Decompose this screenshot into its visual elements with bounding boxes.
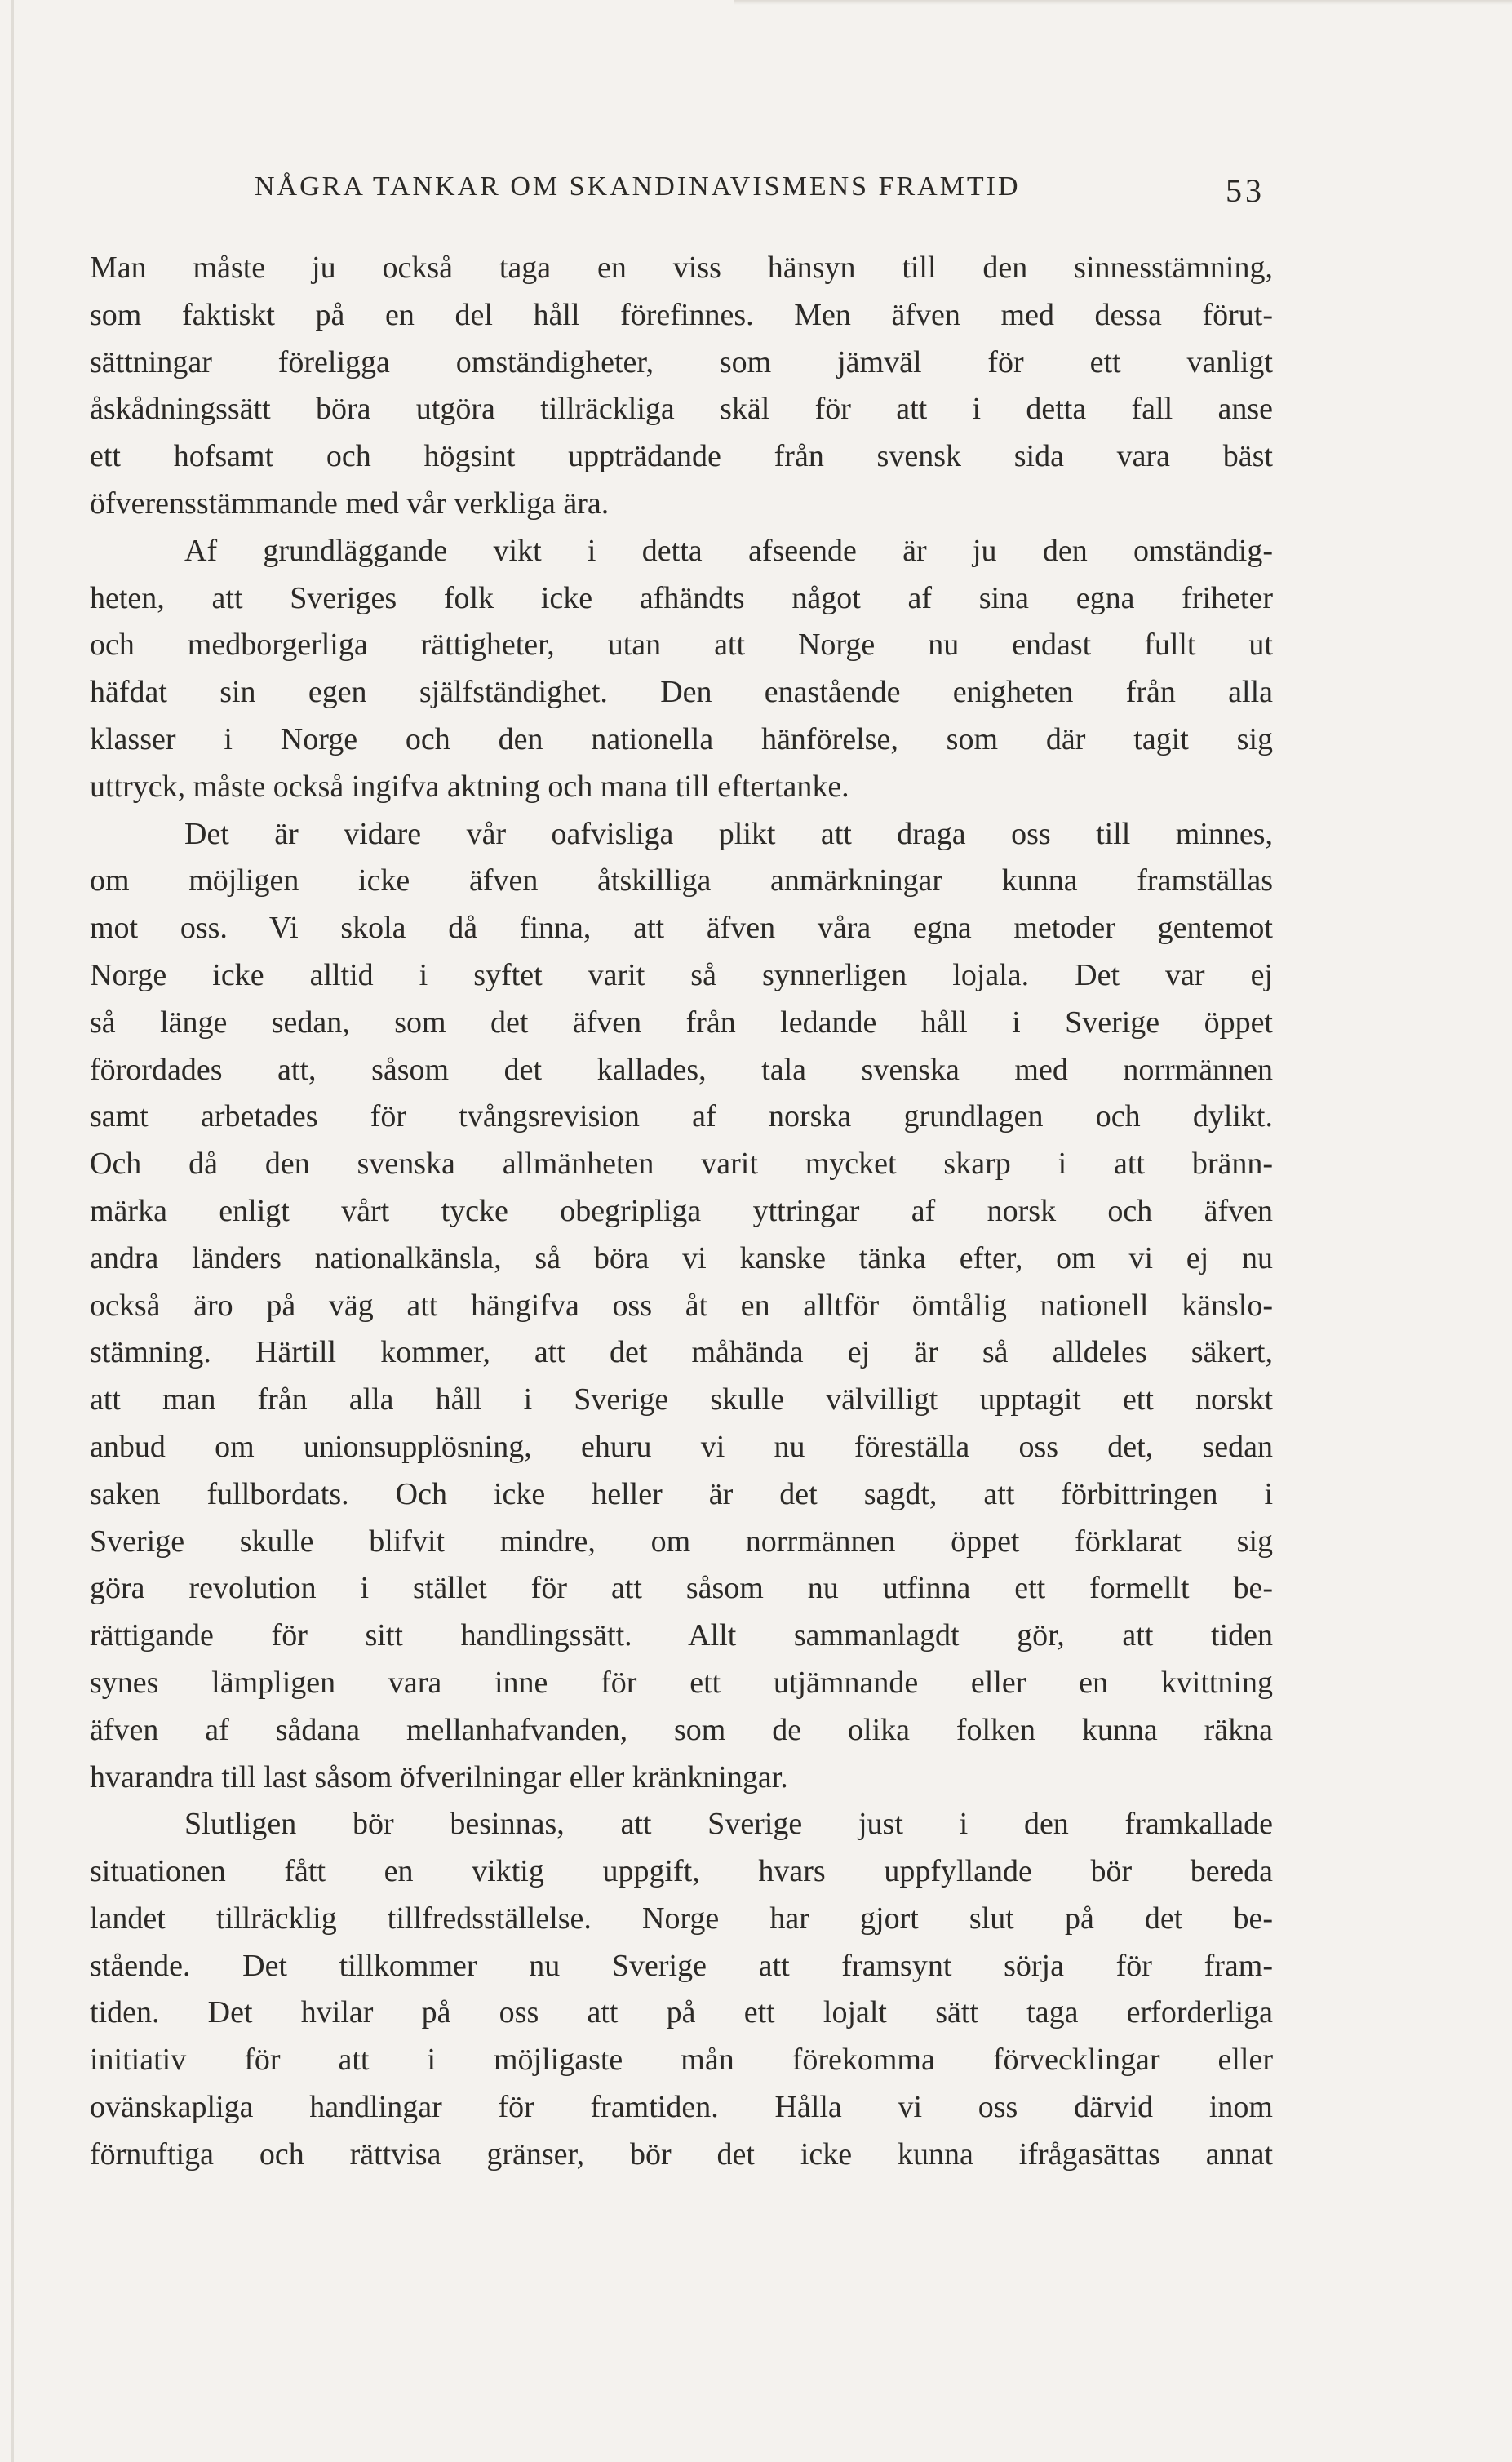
text-line: märka enligt vårt tycke obegripliga yttringar af norsk och äfven bbox=[90, 1193, 1273, 1228]
text-line: göra revolution i stället för att såsom nu utfinna ett formellt be- bbox=[90, 1571, 1273, 1606]
text-line: saken fullbordats. Och icke heller är det sagdt, att förbittringen i bbox=[90, 1476, 1273, 1511]
text-line: ovänskapliga handlingar för framtiden. Hålla vi oss därvid inom bbox=[90, 2090, 1273, 2125]
text-line: heten, att Sveriges folk icke afhändts något af sina egna friheter bbox=[90, 580, 1273, 615]
text-line: så länge sedan, som det äfven från ledande håll i Sverige öppet bbox=[90, 1005, 1273, 1040]
text-line: Det är vidare vår oafvisliga plikt att draga oss till minnes, bbox=[184, 816, 1273, 851]
text-line: Och då den svenska allmänheten varit mycket skarp i att bränn- bbox=[90, 1147, 1273, 1182]
text-line: öfverensstämmande med vår verkliga ära. bbox=[90, 486, 610, 521]
text-line: tiden. Det hvilar på oss att på ett lojalt sätt taga erforderliga bbox=[90, 1995, 1273, 2030]
running-title: NÅGRA TANKAR OM SKANDINAVISMENS FRAMTID bbox=[255, 171, 1021, 202]
text-line: som faktiskt på en del håll förefinnes. Men äfven med dessa förut- bbox=[90, 297, 1273, 332]
text-line: mot oss. Vi skola då finna, att äfven våra egna metoder gentemot bbox=[90, 911, 1273, 946]
text-line: initiativ för att i möjligaste mån förekomma förvecklingar eller bbox=[90, 2043, 1273, 2078]
text-line: Af grundläggande vikt i detta afseende är ju den omständig- bbox=[184, 533, 1273, 568]
text-line: landet tillräcklig tillfredsställelse. Norge har gjort slut på det be- bbox=[90, 1901, 1273, 1936]
text-line: rättigande för sitt handlingssätt. Allt sammanlagdt gör, att tiden bbox=[90, 1618, 1273, 1653]
running-head bbox=[90, 171, 1265, 220]
text-line: häfdat sin egen själfständighet. Den enastående enigheten från alla bbox=[90, 675, 1273, 710]
text-line: anbud om unionsupplösning, ehuru vi nu föreställa oss det, sedan bbox=[90, 1429, 1273, 1464]
text-line: Slutligen bör besinnas, att Sverige just i den framkallade bbox=[184, 1807, 1273, 1842]
text-line: sättningar föreligga omständigheter, som jämväl för ett vanligt bbox=[90, 344, 1273, 379]
text-body bbox=[90, 245, 1273, 2179]
text-line: förnuftiga och rättvisa gränser, bör det icke kunna ifrågasättas annat bbox=[90, 2136, 1273, 2171]
text-line: äfven af sådana mellanhafvanden, som de olika folken kunna räkna bbox=[90, 1712, 1273, 1747]
text-line: stämning. Härtill kommer, att det måhända ej är så alldeles säkert, bbox=[90, 1335, 1273, 1370]
text-line: åskådningssätt böra utgöra tillräckliga skäl för att i detta fall anse bbox=[90, 392, 1273, 427]
text-line: Man måste ju också taga en viss hänsyn till den sinnesstämning, bbox=[90, 251, 1273, 285]
text-line: också äro på väg att hängifva oss åt en alltför ömtålig nationell känslo- bbox=[90, 1288, 1273, 1323]
text-line: andra länders nationalkänsla, så böra vi kanske tänka efter, om vi ej nu bbox=[90, 1240, 1273, 1275]
text-line: Norge icke alltid i syftet varit så synnerligen lojala. Det var ej bbox=[90, 957, 1273, 992]
text-line: situationen fått en viktig uppgift, hvars uppfyllande bör bereda bbox=[90, 1854, 1273, 1889]
text-line: stående. Det tillkommer nu Sverige att framsynt sörja för fram- bbox=[90, 1948, 1273, 1983]
text-line: att man från alla håll i Sverige skulle välvilligt upptagit ett norskt bbox=[90, 1382, 1273, 1417]
page-left-edge bbox=[11, 0, 14, 2462]
text-line: samt arbetades för tvångsrevision af norska grundlagen och dylikt. bbox=[90, 1099, 1273, 1134]
page-number: 53 bbox=[1226, 172, 1265, 209]
text-line: om möjligen icke äfven åtskilliga anmärkningar kunna framställas bbox=[90, 863, 1273, 898]
text-line: förordades att, såsom det kallades, tala svenska med norrmännen bbox=[90, 1052, 1273, 1087]
text-line: uttryck, måste också ingifva aktning och mana till eftertanke. bbox=[90, 769, 849, 804]
text-line: hvarandra till last såsom öfverilningar eller kränkningar. bbox=[90, 1759, 788, 1794]
text-line: Sverige skulle blifvit mindre, om norrmännen öppet förklarat sig bbox=[90, 1524, 1273, 1559]
text-line: klasser i Norge och den nationella hänförelse, som där tagit sig bbox=[90, 721, 1273, 756]
text-line: och medborgerliga rättigheter, utan att Norge nu endast fullt ut bbox=[90, 628, 1273, 663]
text-line: ett hofsamt och högsint uppträdande från svensk sida vara bäst bbox=[90, 439, 1273, 474]
text-line: synes lämpligen vara inne för ett utjämnande eller en kvittning bbox=[90, 1665, 1273, 1700]
page-top-edge bbox=[734, 0, 1512, 5]
